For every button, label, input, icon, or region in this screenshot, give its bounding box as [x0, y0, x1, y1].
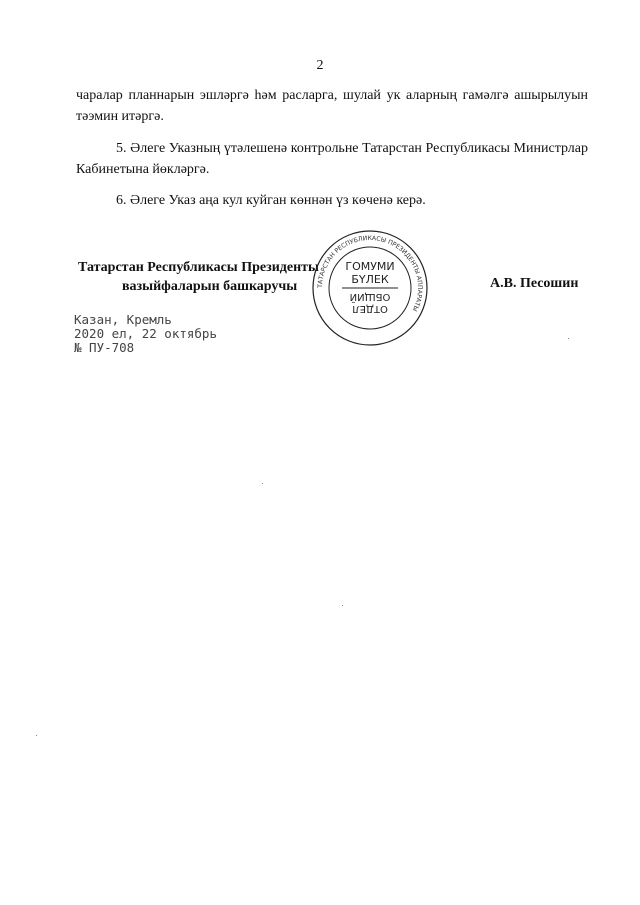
scan-speck	[568, 338, 569, 339]
stamp-ring-textpath: ТАТАРСТАН РЕСПУБЛИКАСЫ ПРЕЗИДЕНТЫ АППАРАТЫ	[316, 234, 424, 313]
stamp-center-mid: БҮЛЕК	[351, 273, 389, 286]
stamp-center-bot1: ОТДЕЛ	[352, 303, 388, 314]
signatory-title-line2: вазыйфаларын башкаручы	[122, 279, 298, 294]
official-stamp	[310, 228, 430, 348]
scan-speck	[36, 735, 37, 736]
stamp-center-top: ГОМУМИ	[345, 260, 395, 273]
paragraph-5: 5. Әлеге Указның үтәлешенә контрольне Татарстан Республикасы Министрлар Кабинетына йөкләргә.	[76, 141, 588, 177]
document-footer	[74, 313, 217, 355]
paragraph-continuation: чаралар планнарын эшләргә һәм расларга, шулай ук аларның гамәлгә ашырылуын тәэмин итәргә.	[76, 88, 588, 124]
footer-place: Казан, Кремль	[74, 312, 172, 327]
signatory-title	[78, 258, 319, 296]
scan-speck	[342, 605, 343, 606]
signatory-name: А.В. Песошин	[490, 276, 579, 291]
signatory-title-line1: Татарстан Республикасы Президенты	[78, 260, 319, 275]
footer-number: № ПУ-708	[74, 340, 135, 355]
footer-date: 2020 ел, 22 октябрь	[74, 326, 217, 341]
stamp-center-bot2: ОБЩИЙ	[349, 291, 391, 302]
page-number: 2	[316, 58, 324, 73]
paragraph-6: 6. Әлеге Указ аңа кул куйган көннән үз көченә керә.	[116, 193, 426, 208]
scan-speck	[262, 483, 263, 484]
